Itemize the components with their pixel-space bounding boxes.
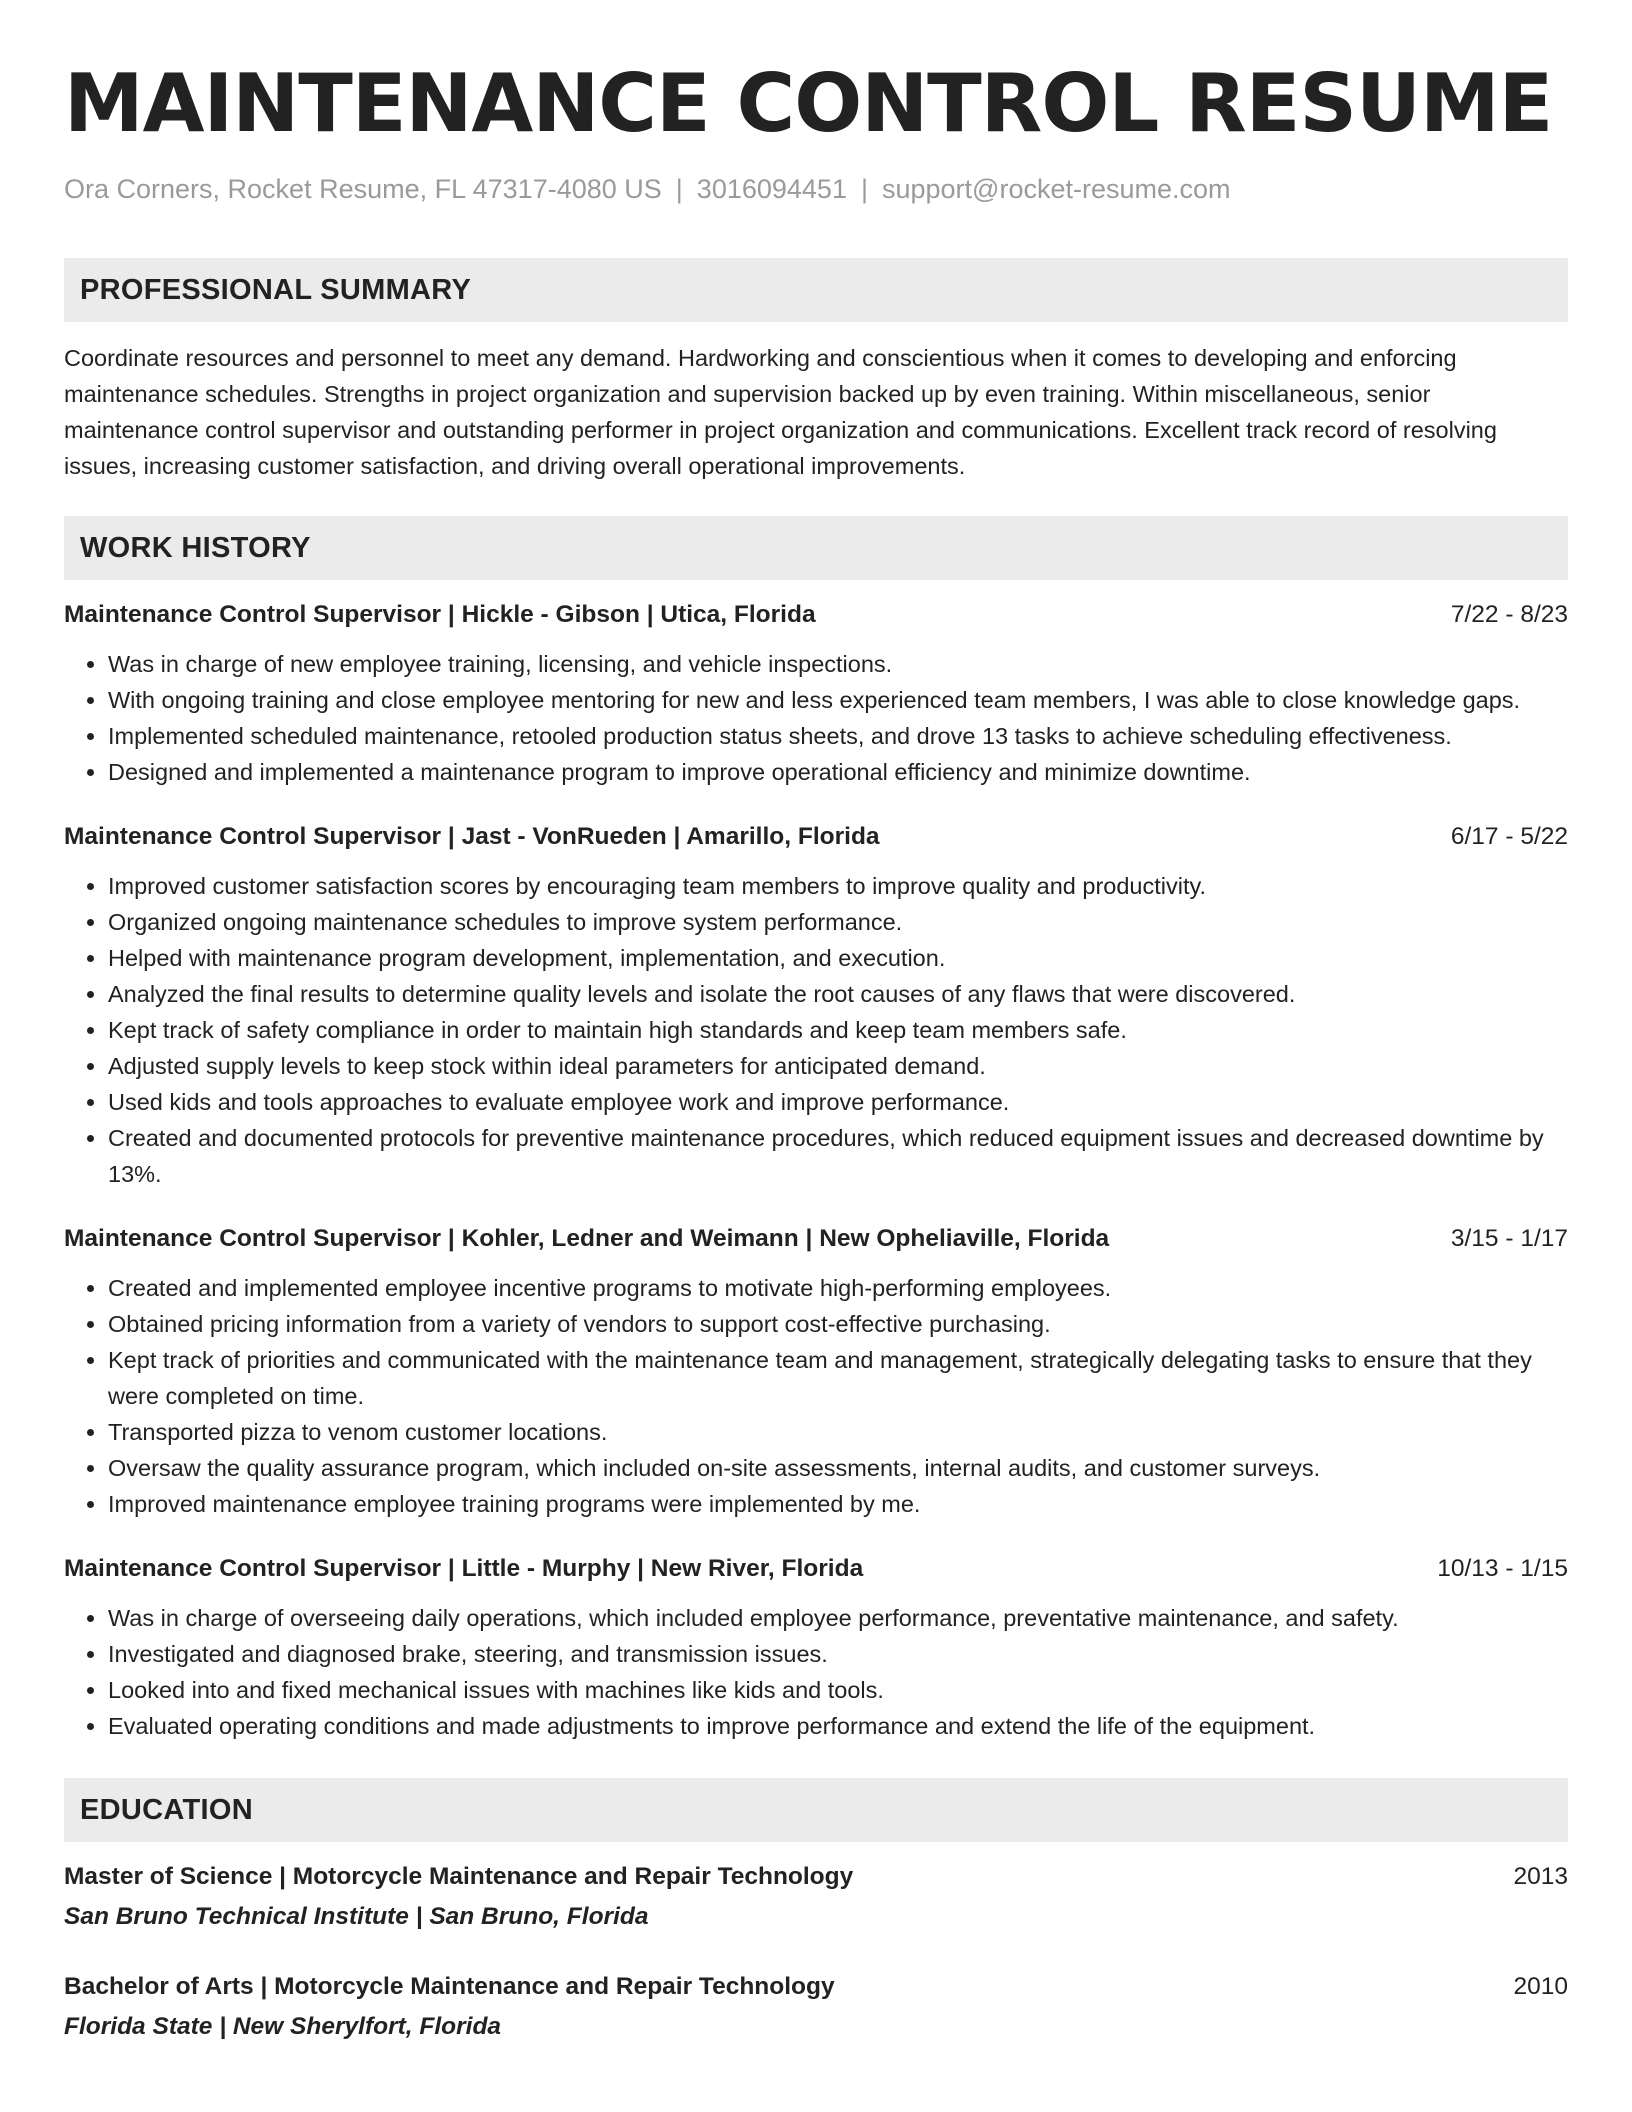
- job-bullets: [64, 646, 1568, 790]
- resume-title: MAINTENANCE CONTROL RESUME: [64, 57, 1553, 150]
- job-bullets: [64, 1600, 1568, 1744]
- job-bullet: • Implemented scheduled maintenance, retooled production status sheets, and drove 13 tasks to achieve scheduling effectiveness.: [108, 718, 1568, 754]
- job-title-line: [64, 1552, 1568, 1586]
- job-entry: [64, 1222, 1568, 1522]
- job-bullet: • Analyzed the final results to determine quality levels and isolate the root causes of any flaws that were discovered.: [108, 976, 1568, 1012]
- job-bullets: [64, 868, 1568, 1192]
- degree-title: Master of Science | Motorcycle Maintenance and Repair Technology: [64, 1863, 854, 1890]
- job-bullet: • Was in charge of overseeing daily operations, which included employee performance, preventative maintenance, and safety.: [108, 1600, 1568, 1636]
- degree-year: 2010: [1513, 1973, 1568, 2000]
- job-title: Maintenance Control Supervisor | Jast - VonRueden | Amarillo, Florida: [64, 823, 880, 850]
- job-entry: [64, 598, 1568, 790]
- job-title-line: [64, 1222, 1568, 1256]
- job-entry: [64, 1552, 1568, 1744]
- job-dates: 6/17 - 5/22: [1450, 823, 1568, 850]
- job-bullet: • Adjusted supply levels to keep stock within ideal parameters for anticipated demand.: [108, 1048, 1568, 1084]
- job-dates: 3/15 - 1/17: [1450, 1225, 1568, 1252]
- summary-heading: PROFESSIONAL SUMMARY: [80, 273, 472, 306]
- job-bullet: • Was in charge of new employee training, licensing, and vehicle inspections.: [108, 646, 1568, 682]
- contact-phone: 3016094451: [696, 174, 847, 204]
- job-bullet: • Improved maintenance employee training programs were implemented by me.: [108, 1486, 1568, 1522]
- job-bullet: • Transported pizza to venom customer locations.: [108, 1414, 1568, 1450]
- education-entry: [64, 1860, 1568, 1934]
- job-title: Maintenance Control Supervisor | Kohler, Ledner and Weimann | New Opheliaville, Florida: [64, 1225, 1110, 1252]
- job-title-line: [64, 598, 1568, 632]
- contact-address: Ora Corners, Rocket Resume, FL 47317-4080 US: [64, 174, 662, 204]
- job-entry: [64, 820, 1568, 1192]
- school-line: Florida State | New Sherylfort, Florida: [64, 2013, 502, 2040]
- degree-line: [64, 1970, 1568, 2004]
- job-bullet: • Organized ongoing maintenance schedules to improve system performance.: [108, 904, 1568, 940]
- degree-title: Bachelor of Arts | Motorcycle Maintenance and Repair Technology: [64, 1973, 835, 2000]
- school-line: San Bruno Technical Institute | San Bruno, Florida: [64, 1903, 649, 1930]
- work-history-heading: WORK HISTORY: [80, 531, 311, 564]
- job-bullet: • Kept track of safety compliance in order to maintain high standards and keep team members safe.: [108, 1012, 1568, 1048]
- job-title-line: [64, 820, 1568, 854]
- contact-email: support@rocket-resume.com: [881, 174, 1231, 204]
- job-bullets: [64, 1270, 1568, 1522]
- contact-line: [64, 172, 1568, 206]
- education-heading: EDUCATION: [80, 1793, 253, 1826]
- job-bullet: • Used kids and tools approaches to evaluate employee work and improve performance.: [108, 1084, 1568, 1120]
- job-bullet: • Improved customer satisfaction scores by encouraging team members to improve quality and productivity.: [108, 868, 1568, 904]
- job-dates: 7/22 - 8/23: [1450, 601, 1568, 628]
- job-bullet: • Looked into and fixed mechanical issues with machines like kids and tools.: [108, 1672, 1568, 1708]
- job-bullet: • Created and implemented employee incentive programs to motivate high-performing employees.: [108, 1270, 1568, 1306]
- job-bullet: • Obtained pricing information from a variety of vendors to support cost-effective purchasing.: [108, 1306, 1568, 1342]
- degree-line: [64, 1860, 1568, 1894]
- job-title: Maintenance Control Supervisor | Hickle - Gibson | Utica, Florida: [64, 601, 816, 628]
- education-section-header: [64, 1778, 1568, 1842]
- job-bullet: • Investigated and diagnosed brake, steering, and transmission issues.: [108, 1636, 1568, 1672]
- job-bullet: • Created and documented protocols for preventive maintenance procedures, which reduced equipment issues and decreased downtime by 13%.: [108, 1120, 1568, 1192]
- job-bullet: • Kept track of priorities and communicated with the maintenance team and management, strategically delegating tasks to ensure that they were completed on time.: [108, 1342, 1568, 1414]
- job-title: Maintenance Control Supervisor | Little - Murphy | New River, Florida: [64, 1555, 864, 1582]
- job-bullet: • With ongoing training and close employee mentoring for new and less experienced team members, I was able to close knowledge gaps.: [108, 682, 1568, 718]
- job-bullet: • Helped with maintenance program development, implementation, and execution.: [108, 940, 1568, 976]
- contact-separator: |: [675, 174, 683, 204]
- education-entry: [64, 1970, 1568, 2044]
- contact-separator: |: [860, 174, 868, 204]
- job-dates: 10/13 - 1/15: [1437, 1555, 1568, 1582]
- summary-text: Coordinate resources and personnel to meet any demand. Hardworking and conscientious when it comes to developing and enforcing maintenance schedules. Strengths in project organization and supervision backed up by even training. Within miscellaneous, senior maintenance control supervisor and outstanding performer in project organization and communications. Excellent track record of resolving issues, increasing customer satisfaction, and driving overall operational improvements.: [64, 345, 1497, 479]
- job-bullet: • Oversaw the quality assurance program, which included on-site assessments, internal audits, and customer surveys.: [108, 1450, 1568, 1486]
- work-history-section-header: [64, 516, 1568, 580]
- degree-year: 2013: [1513, 1863, 1568, 1890]
- job-bullet: • Evaluated operating conditions and made adjustments to improve performance and extend the life of the equipment.: [108, 1708, 1568, 1744]
- summary-section-header: [64, 258, 1568, 322]
- job-bullet: • Designed and implemented a maintenance program to improve operational efficiency and minimize downtime.: [108, 754, 1568, 790]
